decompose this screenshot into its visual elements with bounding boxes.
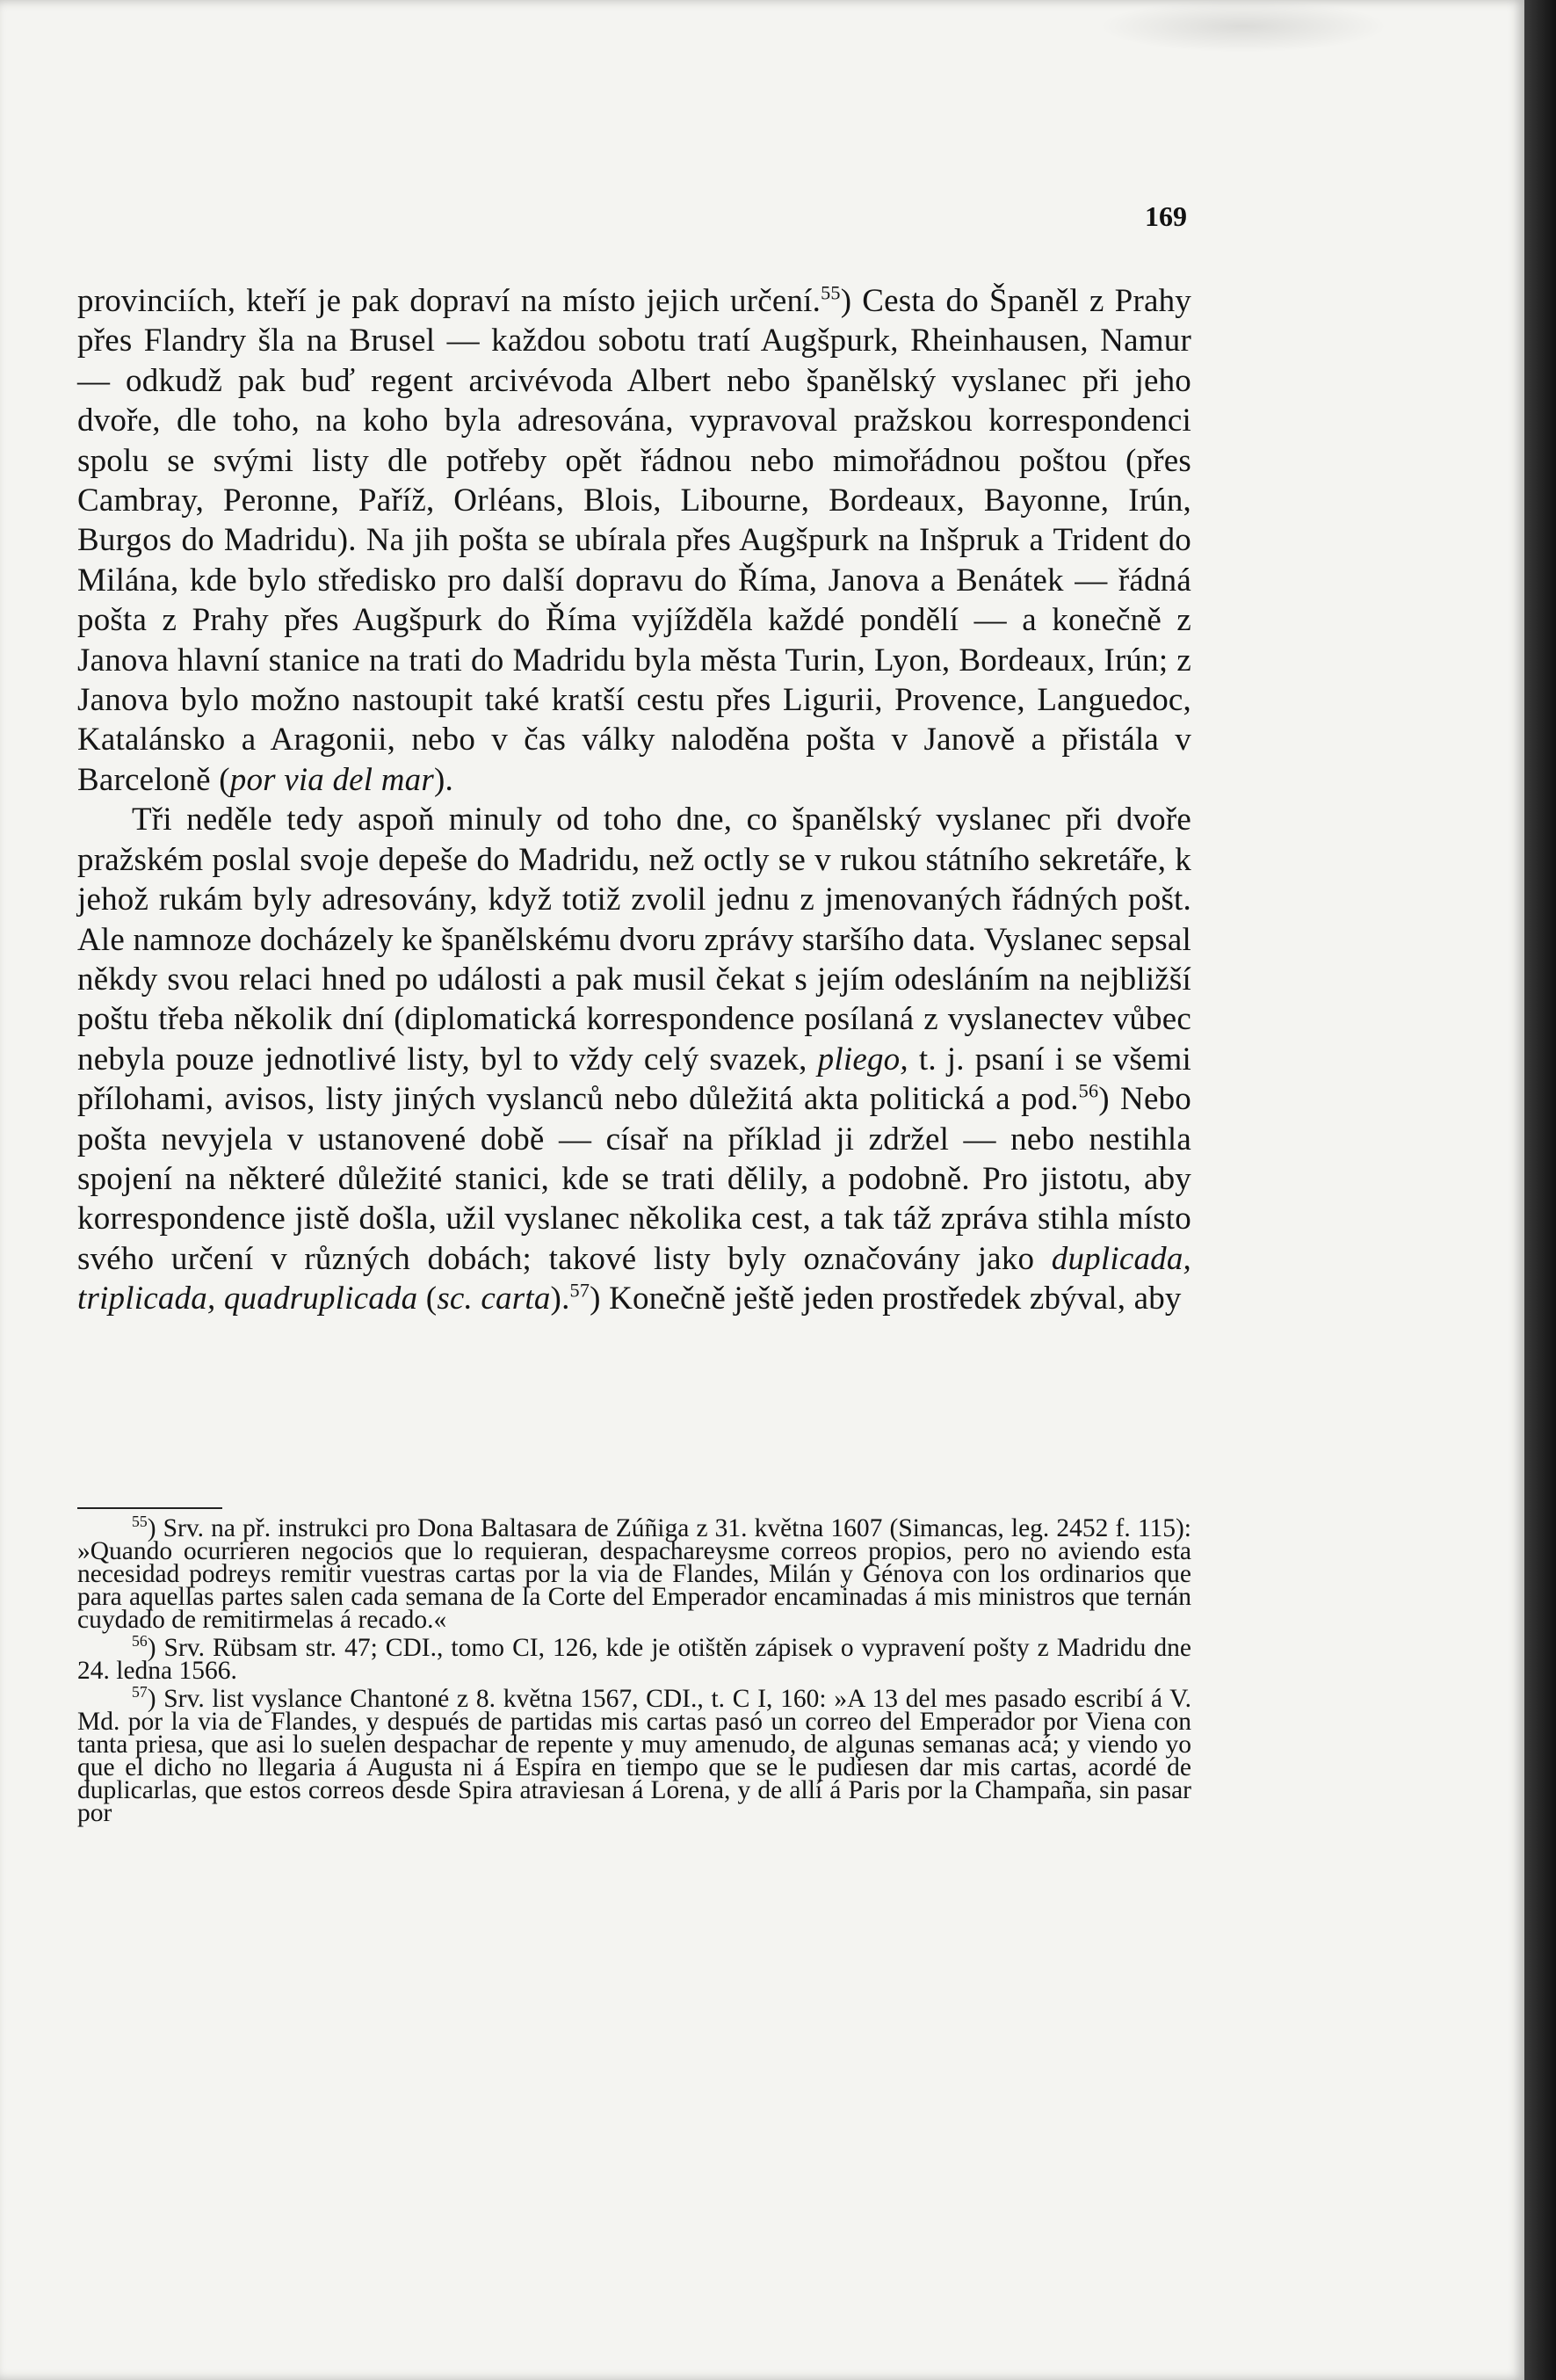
text-run: provinciích, kteří je pak dopraví na místo jejich určení. (77, 283, 821, 319)
page-number: 169 (1145, 200, 1187, 232)
footnote-mark: 56 (132, 1632, 148, 1651)
text-run: ). (550, 1281, 570, 1317)
scan-smudge (1098, 0, 1388, 53)
footnote-text: ) Srv. na př. instrukci pro Dona Baltasara de Zúñiga z 31. května 1607 (Simancas, leg. 2452 f. 115): »Quando ocurrieren negocios que lo requieran, despachareysme correos propios, pero no aviendo esta necesidad podreys remitir vuestras cartas por la via de Flandes, Milán y Génova con los ordinarios que para aquellas partes salen cada semana de la Corte del Emperador encaminadas á mis ministros que ternán cuydado de remitirmelas á recado.« (77, 1514, 1191, 1634)
footnote-reference: 56 (1078, 1079, 1099, 1102)
paragraph-2 (77, 800, 1191, 1318)
italic-text: por via del mar (229, 761, 434, 798)
italic-text: pliego, (817, 1041, 908, 1078)
text-run: ) Konečně ještě jeden prostředek zbýval, aby (590, 1281, 1182, 1317)
footnote (77, 1632, 1191, 1685)
text-run: t. j. psaní i se všemi přílohami, avisos, listy jiných vyslanců nebo důležitá akta politická a pod. (77, 1041, 1191, 1118)
paragraph-1 (77, 281, 1191, 800)
italic-text: sc. carta (437, 1281, 551, 1317)
footnote-mark: 57 (132, 1683, 148, 1702)
footnotes (77, 1513, 1191, 1830)
body-text (77, 281, 1191, 1319)
text-run: ( (417, 1281, 438, 1317)
footnote-mark: 55 (132, 1513, 148, 1531)
italic-text: duplicada, triplicada, quadruplicada (77, 1240, 1191, 1317)
text-run: ). (433, 761, 453, 798)
text-run: ) Cesta do Španěl z Prahy přes Flandry šla na Brusel — každou sobotu tratí Augšpurk, Rheinhausen, Namur — odkudž pak buď regent arcivévoda Albert nebo španělský vyslanec při jeho dvoře, dle toho, na koho byla adresována, vypravoval pražskou korrespondenci spolu se svými listy dle potřeby opět řádnou nebo mimořádnou poštou (přes Cambray, Peronne, Paříž, Orléans, Blois, Libourne, Bordeaux, Bayonne, Irún, Burgos do Madridu). Na jih pošta se ubírala přes Augšpurk na Inšpruk a Trident do Milána, kde bylo středisko pro další dopravu do Říma, Janova a Benátek — řádná pošta z Prahy přes Augšpurk do Říma vyjížděla každé pondělí — a konečně z Janova hlavní stanice na trati do Madridu byla města Turin, Lyon, Bordeaux, Irún; z Janova bylo možno nastoupit také kratší cestu přes Ligurii, Provence, Languedoc, Katalánsko a Aragonii, nebo v čas války naloděna pošta v Janově a přistála v Barceloně ( (77, 283, 1191, 798)
footnote-text: ) Srv. Rübsam str. 47; CDI., tomo CI, 126, kde je otištěn zápisek o vypravení pošty z Madridu dne 24. ledna 1566. (77, 1634, 1191, 1685)
footnote-separator (77, 1507, 222, 1509)
footnote-reference: 55 (821, 281, 841, 304)
footnote (77, 1683, 1191, 1827)
text-run: Tři neděle tedy aspoň minuly od toho dne, co španělský vyslanec při dvoře pražském poslal svoje depeše do Madridu, než octly se v rukou státního sekretáře, k jehož rukám byly adresovány, když totiž zvolil jednu z jmenovaných řádných pošt. Ale namnoze docházely ke španělskému dvoru zprávy staršího data. Vyslanec sepsal někdy svou relaci hned po události a pak musil čekat s jejím odesláním na nejbližší poštu třeba několik dní (diplomatická korrespondence posílaná z vyslanectev vůbec nebyla pouze jednotlivé listy, byl to vždy celý svazek, (77, 802, 1191, 1078)
footnote (77, 1513, 1191, 1634)
scan-edge (1524, 0, 1556, 2380)
footnote-reference: 57 (569, 1279, 590, 1302)
text-run: ) Nebo pošta nevyjela v ustanovené době — císař na příklad ji zdržel — nebo nestihla spojení na některé důležité stanici, kde se trati dělily, a podobně. Pro jistotu, aby korrespondence jistě došla, užil vyslanec několika cest, a tak táž zpráva stihla místo svého určení v různých dobách; takové listy byly označovány jako (77, 1081, 1191, 1277)
footnote-text: ) Srv. list vyslance Chantoné z 8. května 1567, CDI., t. C I, 160: »A 13 del mes pasado escribí á V. Md. por la via de Flandes, y después de partidas mis cartas pasó un correo del Emperador por Viena con tanta priesa, que asi lo suelen despachar de repente y muy amenudo, de algunas semanas acá; y viendo yo que el dicho no llegaria á Augusta ni á Espira en tiempo que se le pudiesen dar mis cartas, acordé de duplicarlas, que estos correos desde Spira atraviesan á Lorena, y de allí á Paris por la Champaña, sin pasar por (77, 1685, 1191, 1827)
